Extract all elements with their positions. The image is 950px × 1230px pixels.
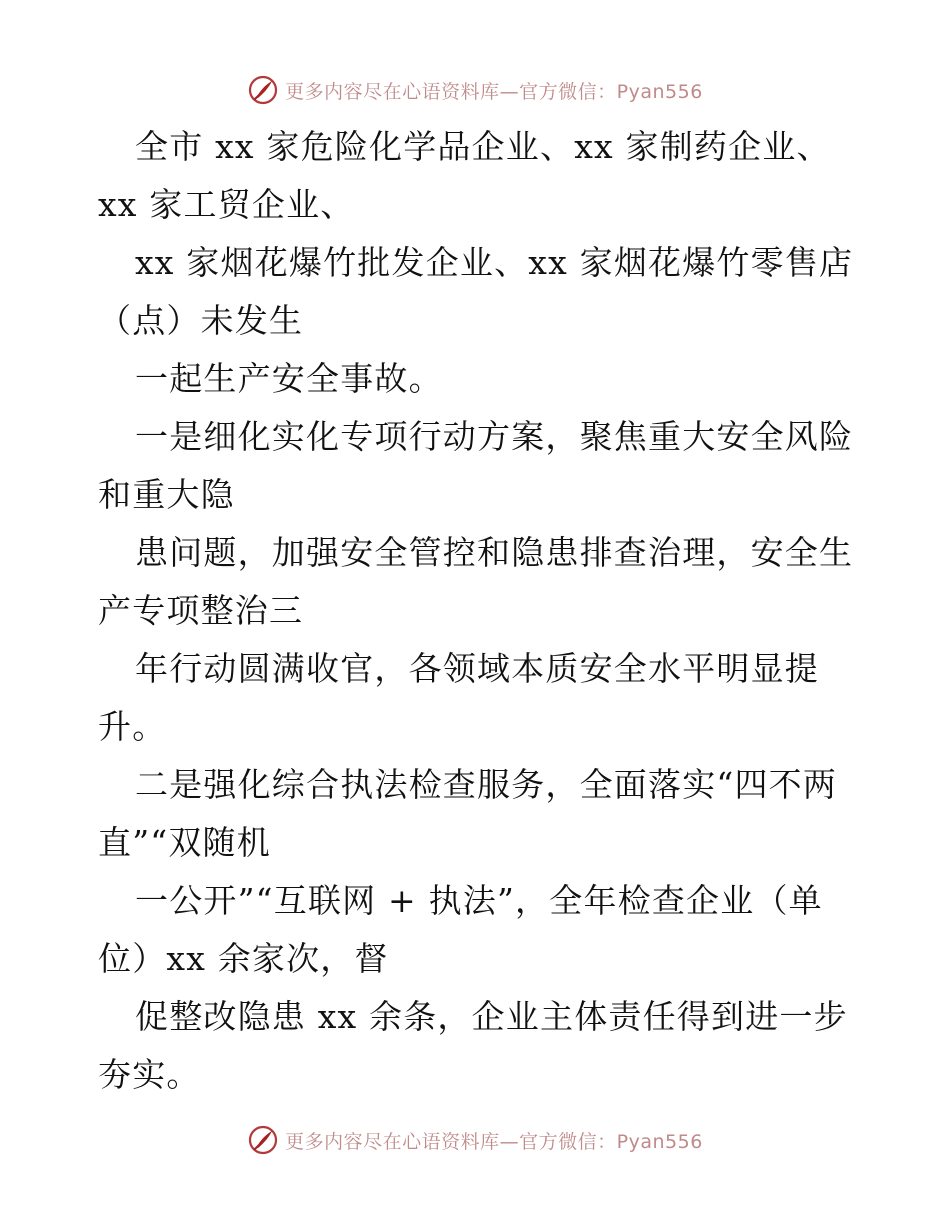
paragraph-line: xx 家工贸企业、 — [98, 185, 355, 224]
paragraph-line: 全市 xx 家危险化学品企业、xx 家制药企业、 — [135, 127, 831, 166]
paragraph-line: 夯实。 — [98, 1055, 201, 1094]
paragraph-line: 直”“双随机 — [98, 823, 271, 862]
paragraph-line: 和重大隐 — [98, 475, 235, 514]
feather-pen-logo-icon — [247, 74, 279, 106]
paragraph-line: 一是细化实化专项行动方案，聚焦重大安全风险 — [135, 417, 854, 456]
paragraph-line: （点）未发生 — [98, 301, 304, 340]
paragraph-line: 二是强化综合执法检查服务，全面落实“四不两 — [135, 765, 838, 804]
paragraph-line: 升。 — [98, 707, 167, 746]
feather-pen-logo-icon — [247, 1124, 279, 1156]
header-banner-text: 更多内容尽在心语资料库—官方微信：Pyan556 — [285, 80, 703, 103]
footer-banner — [0, 1120, 950, 1160]
paragraph-line: 年行动圆满收官，各领域本质安全水平明显提 — [135, 649, 819, 688]
paragraph-line: 促整改隐患 xx 余条，企业主体责任得到进一步 — [135, 997, 848, 1036]
paragraph-line: 位）xx 余家次，督 — [98, 939, 389, 978]
header-banner — [0, 70, 950, 110]
footer-banner-text: 更多内容尽在心语资料库—官方微信：Pyan556 — [285, 1130, 703, 1153]
paragraph-line: xx 家烟花爆竹批发企业、xx 家烟花爆竹零售店 — [135, 243, 854, 282]
paragraph-line: 一起生产安全事故。 — [135, 359, 443, 398]
paragraph-line: 产专项整治三 — [98, 591, 304, 630]
paragraph-line: 一公开”“互联网 + 执法”，全年检查企业（单 — [135, 881, 823, 920]
paragraph-line: 患问题，加强安全管控和隐患排查治理，安全生 — [135, 533, 854, 572]
document-body — [98, 118, 858, 1104]
